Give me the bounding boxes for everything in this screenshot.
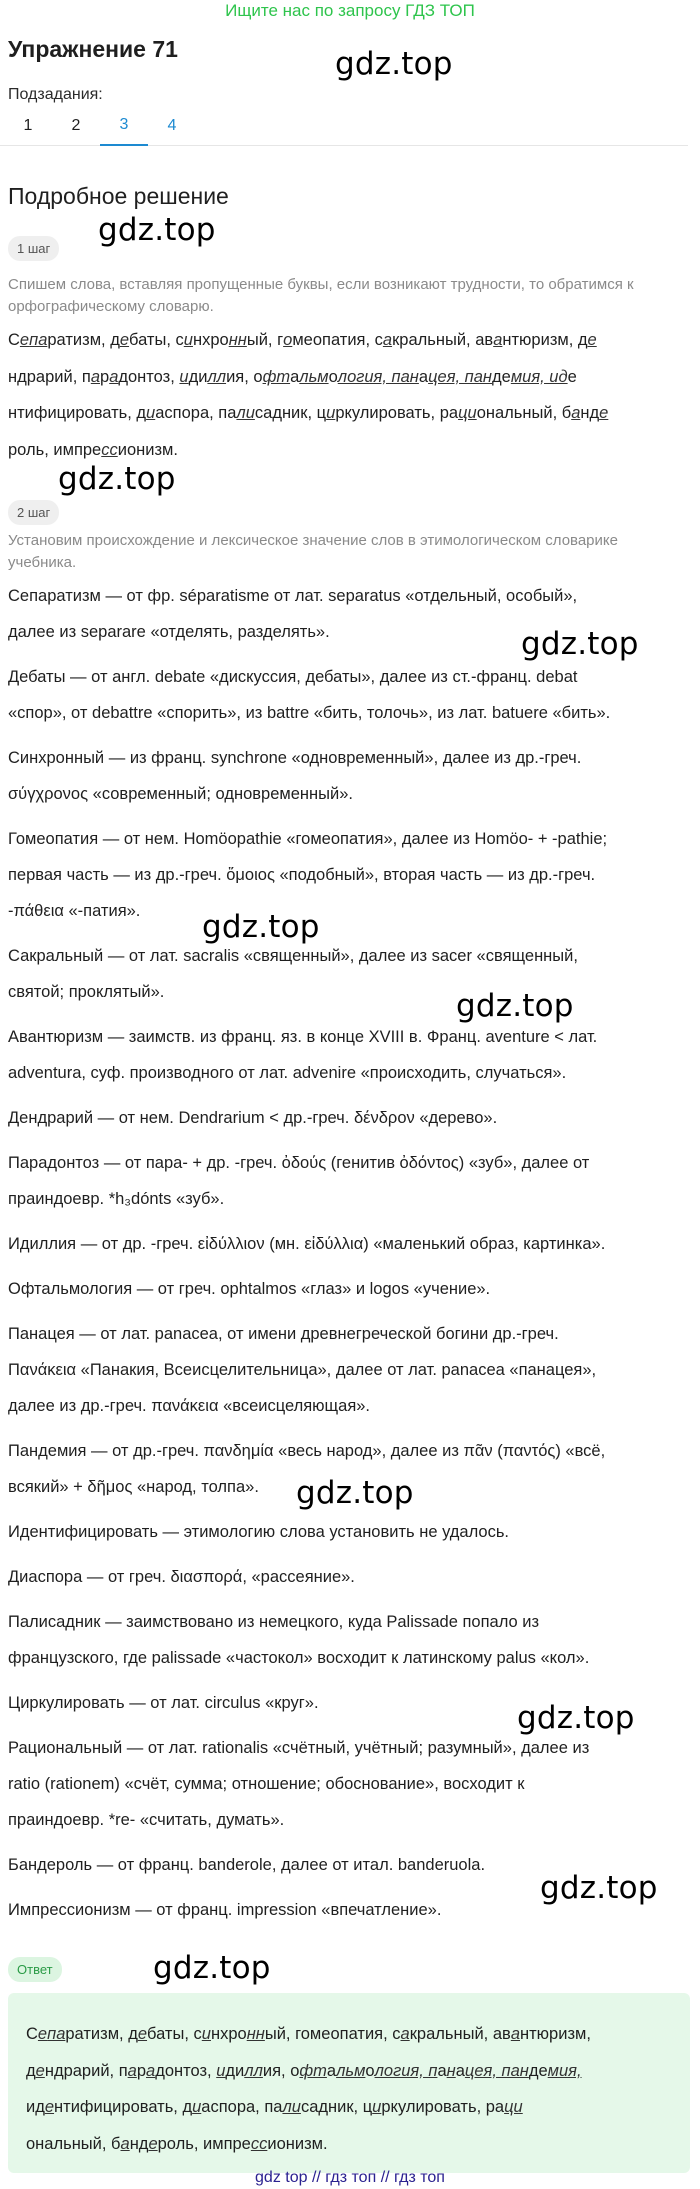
inserted-letters: логия, п <box>374 2061 438 2080</box>
word-line <box>26 2053 676 2090</box>
word-text: нд <box>129 2134 149 2153</box>
inserted-letters: е <box>119 331 130 349</box>
search-hint-banner: Ищите нас по запросу ГДЗ ТОП <box>225 1 475 20</box>
entry-line: Идиллия — от др. -греч. εἰδύλλιον (мн. εἰδύλλια) «маленький образ, картинка». <box>8 1235 606 1253</box>
word-text: донтоз, <box>155 2061 217 2080</box>
word-text: кральный, ав <box>392 331 494 349</box>
word-text: ди <box>225 2061 245 2080</box>
word-text: о <box>365 2061 375 2080</box>
subtasks-label: Подзадания: <box>8 86 103 103</box>
watermark: gdz.top <box>202 909 320 945</box>
word-text: ратизм, д <box>65 2025 138 2043</box>
inserted-letters: сс <box>250 2134 268 2153</box>
inserted-letters: цея, пан <box>428 367 493 386</box>
subtask-tab-1[interactable]: 1 <box>23 117 33 134</box>
inserted-letters: лл <box>244 2061 263 2080</box>
inserted-letters: е <box>599 404 609 422</box>
etymology-entry <box>8 1730 692 1838</box>
word-text: о <box>328 367 338 386</box>
watermark: gdz.top <box>456 988 574 1024</box>
word-text: а <box>437 2061 447 2080</box>
entry-line: Диаспора — от греч. διασπορά, «рассеяние». <box>8 1568 355 1586</box>
entry-line: Сакральный — от лат. sacralis «священный», далее из sacer «священный, <box>8 947 578 965</box>
subtask-tabs <box>0 106 688 146</box>
word-text: ональный, б <box>26 2134 121 2153</box>
etymology-entry <box>8 659 692 731</box>
word-text: кральный, ав <box>409 2025 511 2043</box>
inserted-letters: е <box>19 331 30 349</box>
step-1-word-list <box>8 322 690 468</box>
etymology-entry <box>8 821 692 929</box>
word-text: нтифицировать, д <box>54 2098 193 2116</box>
word-text: нхро <box>192 331 229 349</box>
word-text: ркулировать, ра <box>335 404 459 422</box>
inserted-letters: ци <box>458 404 477 422</box>
subtask-tab-4[interactable]: 4 <box>167 117 177 134</box>
entry-line: Πανάκεια «Панакия, Всеисцелительница», далее от лат. panacea «панацея», <box>8 1361 597 1379</box>
entry-line: Пандемия — от др.-греч. πανδημία «весь народ», далее из πᾶν (παντός) «всё, <box>8 1442 606 1460</box>
word-text: С <box>8 331 20 349</box>
etymology-entry <box>8 1019 692 1091</box>
inserted-letters: льм <box>336 2061 366 2080</box>
inserted-letters: и <box>201 2025 211 2043</box>
inserted-letters: и <box>216 2061 226 2080</box>
entry-line: Парадонтоз — от пара- + др. -греч. ὀδούς (генитив ὀδόντος) «зуб», далее от <box>8 1154 590 1172</box>
etymology-entry <box>8 740 692 812</box>
word-text: нд <box>580 404 600 422</box>
entry-line: Палисадник — заимствовано из немецкого, куда Palissade попало из <box>8 1613 540 1631</box>
inserted-letters: нн <box>228 331 247 349</box>
word-text: ионизм. <box>267 2134 328 2153</box>
inserted-letters: лл <box>207 367 227 386</box>
inserted-letters: а <box>109 367 119 386</box>
inserted-letters: фт <box>262 367 291 386</box>
etymology-entry <box>8 1100 692 1136</box>
word-line <box>26 2126 676 2163</box>
inserted-letters: е <box>37 2025 48 2043</box>
etymology-entry <box>8 1226 692 1262</box>
word-text: ионизм. <box>117 440 178 459</box>
inserted-letters: ли <box>236 404 255 422</box>
step-1-badge: 1 шаг <box>8 236 59 261</box>
word-text: нхро <box>210 2025 247 2043</box>
word-text: а <box>290 367 300 386</box>
word-text: ндрарий, п <box>44 2061 128 2080</box>
entry-line: далее из др.-греч. πανάκεια «всеисцеляющая». <box>8 1397 371 1415</box>
inserted-letters: е <box>44 2098 55 2116</box>
entry-line: всякий» + δῆμος «народ, толпа». <box>8 1478 259 1496</box>
inserted-letters: ли <box>282 2098 301 2116</box>
inserted-letters: е <box>148 2134 158 2153</box>
watermark: gdz.top <box>517 1700 635 1736</box>
entry-line: Дендрарий — от нем. Dendrarium < др.-греч. δένδρον «дерево». <box>8 1109 498 1127</box>
inserted-letters: н <box>446 2061 456 2080</box>
inserted-letters: сс <box>101 440 118 459</box>
subtask-tab-3[interactable]: 3 <box>100 106 148 146</box>
word-text: а <box>455 2061 465 2080</box>
step-2-badge: 2 шаг <box>8 500 59 525</box>
word-line <box>8 395 690 432</box>
word-text: ональный, б <box>476 404 572 422</box>
inserted-letters: е <box>137 2025 148 2043</box>
inserted-letters: и <box>179 367 189 386</box>
word-text: нтифицировать, д <box>8 404 147 422</box>
word-text: ратизм, д <box>47 331 120 349</box>
entry-line: святой; проклятый». <box>8 983 165 1001</box>
entry-line: первая часть — из др.-греч. ὅμοιος «подобный», вторая часть — из др.-греч. <box>8 866 596 884</box>
inserted-letters: мия, ид <box>510 367 568 386</box>
word-text: нтюризм, <box>520 2025 591 2043</box>
solution-title: Подробное решение <box>8 183 229 209</box>
watermark: gdz.top <box>98 212 216 248</box>
page-title: Упражнение 71 <box>8 36 178 62</box>
entry-line: Идентифицировать — этимологию слова установить не удалось. <box>8 1523 510 1541</box>
word-text: меопатия, с <box>292 331 383 349</box>
word-text: аспора, па <box>155 404 237 422</box>
word-text: роль, импре <box>8 440 102 459</box>
entry-line: adventura, суф. производного от лат. advenire «происходить, случаться». <box>8 1064 567 1082</box>
entry-line: σύγχρονος «современный; одновременный». <box>8 785 353 803</box>
word-text: а <box>418 367 429 386</box>
inserted-letters: а <box>571 404 581 422</box>
word-line <box>26 2016 676 2053</box>
inserted-letters: логия, пан <box>337 367 419 386</box>
entry-line: ratio (rationem) «счёт, сумма; отношение; обоснование», восходит к <box>8 1775 525 1793</box>
etymology-entry <box>8 1559 692 1595</box>
etymology-entry <box>8 1604 692 1676</box>
inserted-letters: и <box>146 404 156 422</box>
inserted-letters: а <box>90 367 100 386</box>
entry-line: праиндоевр. *h₃dónts «зуб». <box>8 1190 225 1208</box>
inserted-letters: а <box>510 2025 520 2043</box>
entry-line: Синхронный — из франц. synchrone «одновременный», далее из др.-греч. <box>8 749 582 767</box>
word-text: баты, с <box>129 331 184 349</box>
entry-line: Бандероль — от франц. banderole, далее от итал. banderuola. <box>8 1856 486 1874</box>
inserted-letters: цея, пан <box>464 2061 529 2080</box>
inserted-letters: а <box>382 331 393 349</box>
entry-line: Панацея — от лат. panacea, от имени древнегреческой богини др.-греч. <box>8 1325 559 1343</box>
inserted-letters: а <box>146 2061 156 2080</box>
word-text: роль, импре <box>157 2134 251 2153</box>
word-line <box>26 2089 676 2126</box>
word-text: ркулировать, ра <box>381 2098 505 2116</box>
inserted-letters: па <box>29 331 48 349</box>
entry-line: Рациональный — от лат. rationalis «счётный, учётный; разумный», далее из <box>8 1739 590 1757</box>
entry-line: Гомеопатия — от нем. Homöopathie «гомеопатия», далее из Homöo- + -pathie; <box>8 830 608 848</box>
inserted-letters: фт <box>299 2061 327 2080</box>
watermark: gdz.top <box>153 1950 271 1986</box>
etymology-entry <box>8 1145 692 1217</box>
word-text: ия, о <box>226 367 263 386</box>
inserted-letters: и <box>326 404 336 422</box>
inserted-letters: а <box>400 2025 410 2043</box>
watermark: gdz.top <box>335 46 453 82</box>
word-text: е <box>567 367 577 386</box>
etymology-entry <box>8 1514 692 1550</box>
answer-word-list <box>26 2016 676 2162</box>
word-text: донтоз, <box>118 367 180 386</box>
entry-line: Импрессионизм — от франц. impression «впечатление». <box>8 1901 442 1919</box>
word-line <box>8 359 690 396</box>
inserted-letters: а <box>127 2061 137 2080</box>
step-1-hint: Спишем слова, вставляя пропущенные буквы, если возникают трудности, то обратимся к орфографическому словарю. <box>8 276 634 315</box>
entry-line: Циркулировать — от лат. circulus «круг». <box>8 1694 319 1712</box>
watermark: gdz.top <box>296 1475 414 1511</box>
entry-line: праиндоевр. *re- «считать, думать». <box>8 1811 285 1829</box>
word-text: ид <box>26 2098 45 2116</box>
word-text: ди <box>188 367 208 386</box>
etymology-entry <box>8 1316 692 1424</box>
watermark: gdz.top <box>540 1870 658 1906</box>
word-text: ия, о <box>262 2061 300 2080</box>
word-text: р <box>100 367 110 386</box>
entry-line: далее из separare «отделять, разделять». <box>8 623 330 641</box>
inserted-letters: е <box>587 331 597 349</box>
inserted-letters: а <box>493 331 503 349</box>
inserted-letters: мия, <box>547 2061 582 2080</box>
watermark: gdz.top <box>521 626 639 662</box>
inserted-letters: о <box>283 331 293 349</box>
word-text: а <box>326 2061 337 2080</box>
inserted-letters: ци <box>504 2098 523 2116</box>
subtask-tab-2[interactable]: 2 <box>71 117 81 134</box>
word-text: ый, гомеопатия, с <box>264 2025 401 2043</box>
step-2-hint: Установим происхождение и лексическое значение слов в этимологическом словарике учебника. <box>8 532 618 571</box>
inserted-letters: а <box>120 2134 130 2153</box>
footer-links: gdz top // гдз топ // гдз топ <box>255 2169 445 2186</box>
inserted-letters: и <box>372 2098 382 2116</box>
entry-line: -πάθεια «-патия». <box>8 902 141 920</box>
word-text: баты, с <box>147 2025 202 2043</box>
word-text: р <box>136 2061 147 2080</box>
word-text: аспора, па <box>201 2098 283 2116</box>
word-text: С <box>26 2025 38 2043</box>
word-text: садник, ц <box>300 2098 373 2116</box>
etymology-entry <box>8 938 692 1010</box>
word-text: ндрарий, п <box>8 367 91 386</box>
entry-line: Авантюризм — заимств. из франц. яз. в конце XVIII в. Франц. aventure < лат. <box>8 1028 598 1046</box>
entry-line: Офтальмология — от греч. ophtalmos «глаз» и logos «учение». <box>8 1280 491 1298</box>
entry-line: «спор», от debattre «спорить», из battre «бить, толочь», из лат. batuere «бить». <box>8 704 611 722</box>
inserted-letters: па <box>47 2025 66 2043</box>
entry-line: Дебаты — от англ. debate «дискуссия, дебаты», далее из ст.-франц. debat <box>8 668 578 686</box>
inserted-letters: нн <box>246 2025 265 2043</box>
entry-line: французского, где palissade «частокол» восходит к латинскому palus «кол». <box>8 1649 590 1667</box>
word-text: садник, ц <box>254 404 327 422</box>
word-text: д <box>26 2061 36 2080</box>
entry-line: Сепаратизм — от фр. séparatisme от лат. separatus «отдельный, особый», <box>8 587 578 605</box>
watermark: gdz.top <box>58 461 176 497</box>
word-text: де <box>528 2061 548 2080</box>
word-line <box>8 322 690 359</box>
word-text: нтюризм, д <box>502 331 588 349</box>
etymology-entry <box>8 1271 692 1307</box>
inserted-letters: и <box>192 2098 202 2116</box>
inserted-letters: и <box>183 331 193 349</box>
word-text: ый, г <box>246 331 284 349</box>
inserted-letters: льм <box>299 367 329 386</box>
answer-badge: Ответ <box>8 1957 62 1982</box>
word-text: де <box>492 367 511 386</box>
inserted-letters: е <box>35 2061 45 2080</box>
